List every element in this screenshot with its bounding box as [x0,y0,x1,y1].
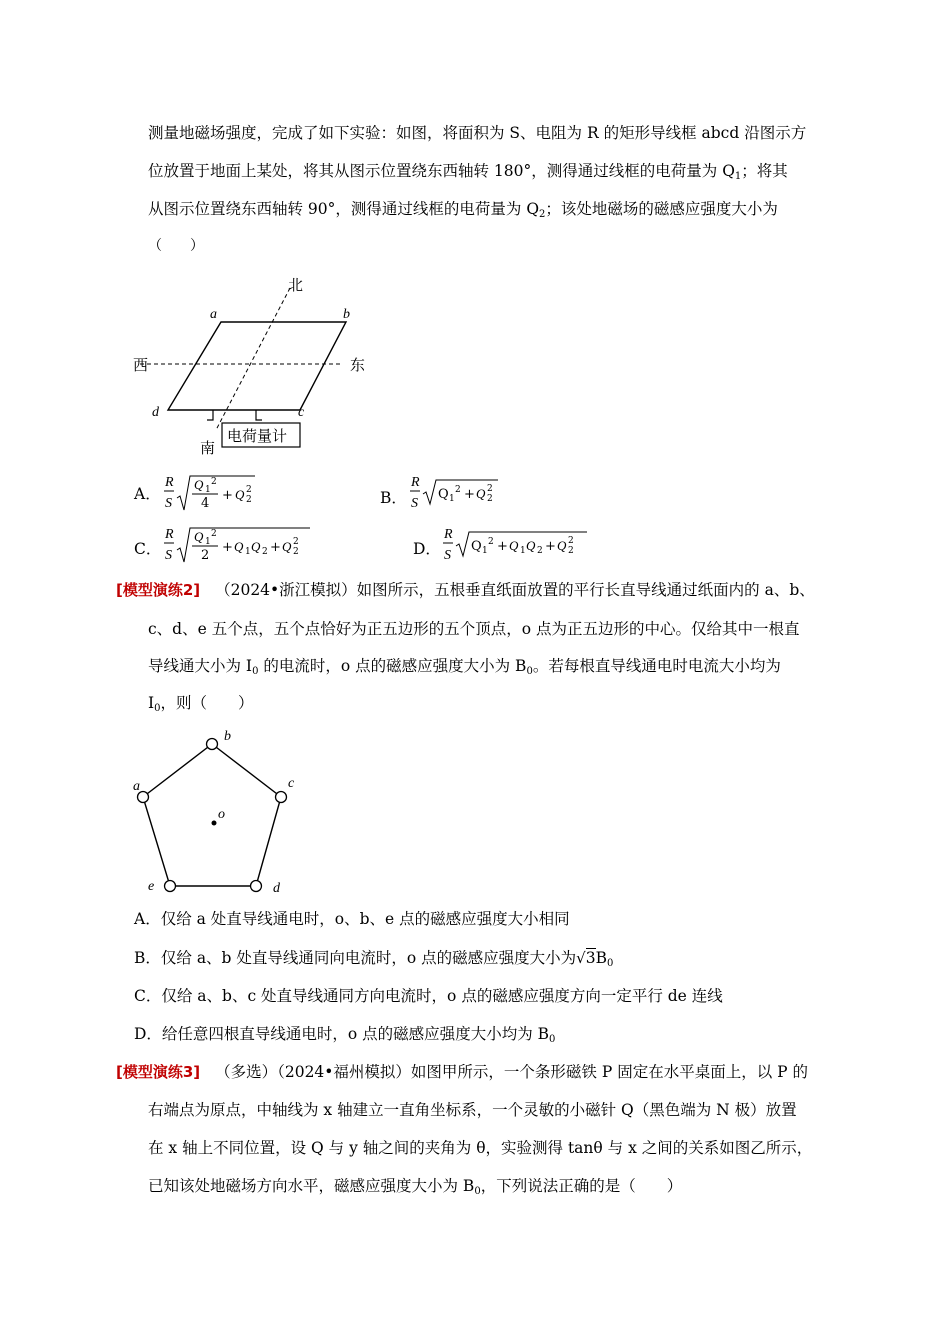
svg-text:1: 1 [205,537,211,547]
problem2-option-a[interactable]: A．仅给 a 处直导线通电时，o、b、e 点的磁感应强度大小相同 [134,910,570,928]
svg-text:1: 1 [245,547,251,557]
wire-e [165,881,176,892]
svg-text:Q: Q [557,538,567,553]
option-c[interactable]: C． [134,540,162,558]
option-d-formula [439,522,599,568]
problem3-line3: 在 x 轴上不同位置，设 Q 与 y 轴之间的夹角为 θ，实验测得 tanθ 与 x 之间的关系如图乙所示， [148,1139,813,1157]
problem2-option-d[interactable]: D．给任意四根直导线通电时，o 点的磁感应强度大小均为 $B_0$ [134,1025,556,1045]
svg-text:S: S [165,548,172,563]
svg-text:2: 2 [568,536,574,546]
problem1-line2: 位放置于地面上某处，将其从图示位置绕东西轴转 180°，测得通过线框的电荷量为 $Q_1$；将其 [148,162,788,182]
label-b: b [343,307,350,322]
pent-label-e: e [148,879,155,894]
svg-text:Q: Q [251,539,261,554]
label-a: a [210,307,217,322]
svg-text:1: 1 [482,546,488,556]
svg-text:2: 2 [487,484,493,494]
problem2-line1: [模型演练2] （2024•浙江模拟）如图所示，五根垂直纸面放置的平行长直导线通过纸面内的 a、b、 [116,581,815,599]
north-south-line [216,288,290,430]
svg-text:2: 2 [211,529,217,539]
svg-text:Q: Q [282,539,292,554]
label-west: 西 [133,356,149,374]
option-a[interactable]: A． [134,485,161,503]
svg-text:Q: Q [194,477,204,492]
label-north: 北 [288,276,304,294]
wire-d [251,881,262,892]
svg-text:R: R [165,475,174,490]
svg-text:Q: Q [438,487,449,502]
svg-text:2: 2 [293,537,299,547]
label-meter: 电荷量计 [227,427,288,445]
svg-text:1: 1 [205,485,211,495]
svg-text:2: 2 [211,477,217,487]
svg-text:Q: Q [476,486,486,501]
svg-text:S: S [165,496,172,511]
problem1-line1: 测量地磁场强度，完成了如下实验：如图，将面积为 S、电阻为 R 的矩形导线框 abcd 沿图示方 [148,124,807,142]
svg-text:4: 4 [201,496,210,511]
problem2-tag: [模型演练2] [116,581,201,599]
wire-c [276,792,287,803]
rectangular-frame [168,322,346,410]
svg-text:2: 2 [488,537,494,547]
svg-text:Q: Q [526,538,536,553]
problem3-line4: 已知该处地磁场方向水平，磁感应强度大小为 $B_0$，下列说法正确的是（ ） [148,1177,683,1197]
option-c-formula [160,522,320,568]
svg-text:+: + [270,540,281,555]
svg-text:+: + [222,488,233,503]
svg-text:2: 2 [537,546,543,556]
svg-text:R: R [411,475,420,490]
svg-text:2: 2 [201,548,210,563]
problem3-tag: [模型演练3] [116,1063,201,1081]
svg-text:2: 2 [262,547,268,557]
svg-text:Q: Q [234,539,244,554]
svg-text:2: 2 [246,485,252,495]
problem2-line2: c、d、e 五个点，五个点恰好为正五边形的五个顶点，o 点为正五边形的中心。仅给其中一根直 [148,620,800,638]
pentagon [143,744,281,886]
option-b-formula [406,470,506,516]
problem2-option-b[interactable]: B．仅给 a、b 处直导线通同向电流时，o 点的磁感应强度大小为$√3B_0$ [134,949,614,969]
label-south: 南 [200,439,216,457]
svg-text:Q: Q [471,539,482,554]
svg-text:R: R [444,527,453,542]
svg-text:2: 2 [487,494,493,504]
problem2-option-c[interactable]: C．仅给 a、b、c 处直导线通同方向电流时，o 点的磁感应强度方向一定平行 de 连线 [134,987,723,1005]
pent-label-d: d [273,881,280,896]
svg-text:S: S [411,496,418,511]
problem2-line4: $I_0$，则（ ） [148,694,254,714]
svg-text:1: 1 [520,546,526,556]
option-d[interactable]: D． [413,540,441,558]
problem2-line3: 导线通大小为 $I_0$ 的电流时，o 点的磁感应强度大小为 $B_0$。若每根直导线通电时电流大小均为 [148,657,781,677]
option-b[interactable]: B． [380,489,407,507]
svg-text:+: + [497,539,508,554]
svg-text:+: + [464,487,475,502]
frame-figure [128,268,388,458]
center-point [212,821,217,826]
svg-text:2: 2 [455,485,461,495]
svg-text:Q: Q [235,487,245,502]
svg-text:Q: Q [509,538,519,553]
pentagon-figure [128,724,308,899]
label-c: c [298,405,305,420]
svg-text:+: + [222,540,233,555]
pent-label-b: b [224,729,231,744]
wire-b [207,739,218,750]
option-a-formula [160,470,270,516]
problem3-line1: [模型演练3] （多选）（2024•福州模拟）如图甲所示，一个条形磁铁 P 固定在水平桌面上，以 P 的 [116,1063,809,1081]
pent-label-c: c [288,776,295,791]
label-east: 东 [350,356,366,374]
svg-text:Q: Q [194,529,204,544]
problem3-line2: 右端点为原点，中轴线为 x 轴建立一直角坐标系，一个灵敏的小磁针 Q（黑色端为 N 极）放置 [148,1101,797,1119]
svg-text:2: 2 [568,546,574,556]
svg-text:+: + [545,539,556,554]
answer-blank: （ ） [148,238,204,254]
label-d: d [152,405,159,420]
svg-text:R: R [165,527,174,542]
svg-text:2: 2 [293,547,299,557]
pent-label-o: o [218,807,225,822]
pent-label-a: a [133,779,140,794]
svg-text:2: 2 [246,495,252,505]
problem1-line3: 从图示位置绕东西轴转 90°，测得通过线框的电荷量为 $Q_2$；该处地磁场的磁感应强度大小为 [148,200,778,220]
svg-text:S: S [444,548,451,563]
svg-text:1: 1 [449,494,455,504]
